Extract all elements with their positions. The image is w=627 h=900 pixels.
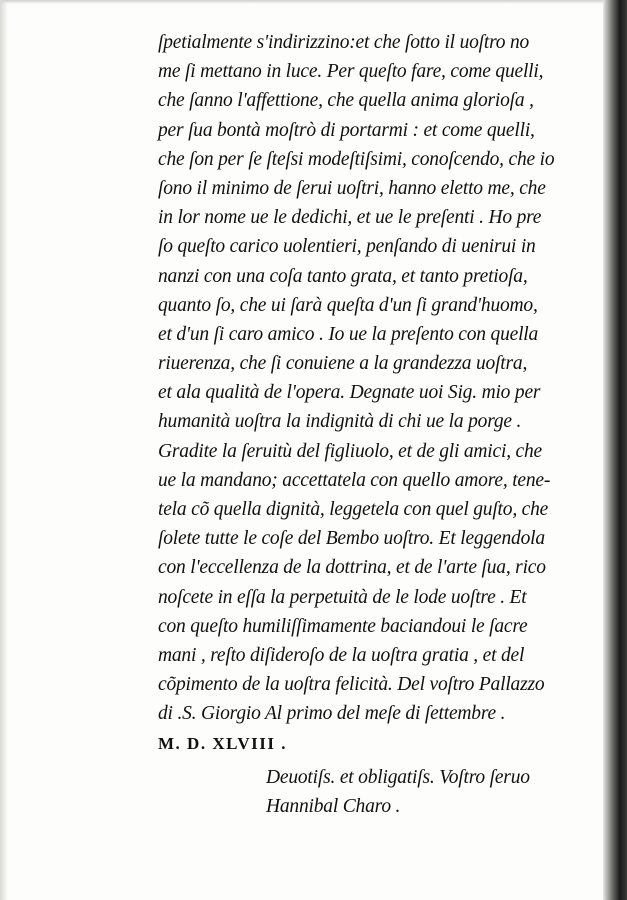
- text-line: ſpetialmente s'indirizzino:et che ſotto il uoſtro no: [158, 32, 530, 53]
- text-line: ue la mandano; accettatela con quello amore, tene-: [158, 469, 551, 491]
- text-line: in lor nome ue le dedichi, et ue le preſenti . Ho pre: [158, 207, 542, 229]
- text-line: humanità uoſtra la indignità di chi ue la porge .: [158, 411, 522, 433]
- book-spine-shadow: [603, 0, 627, 900]
- text-line: con l'eccellenza de la dottrina, et de l'arte ſua, rico: [158, 557, 546, 579]
- date-line: M. D. XLVIII .: [158, 733, 288, 753]
- text-line: ſono il minimo de ſerui uoſtri, hanno eletto me, che: [158, 177, 546, 199]
- text-line: me ſi mettano in luce. Per queſto fare, come quelli,: [158, 61, 544, 83]
- text-line: ſolete tutte le coſe del Bembo uoſtro. Et leggendola: [158, 528, 545, 550]
- text-line: nanzi con una coſa tanto grata, et tanto pretioſa,: [158, 265, 528, 287]
- text-line: che ſon per ſe ſteſsi modeſtiſsimi, conoſcendo, che io: [158, 148, 555, 170]
- signature-name: Hannibal Charo .: [266, 796, 401, 817]
- text-line: quanto ſo, che ui ſarà queſta d'un ſi grand'huomo,: [158, 294, 538, 316]
- signature-salutation: Deuotiſs. et obligatiſs. Voſtro ſeruo: [266, 767, 530, 788]
- signature-block: [266, 763, 566, 821]
- page-left-shadow: [0, 0, 8, 900]
- text-line: mani , reſto diſideroſo de la uoſtra gratia , et del: [158, 644, 525, 666]
- text-line: tela cõ quella dignità, leggetela con quel guſto, che: [158, 499, 549, 520]
- page-top-shadow: [0, 0, 627, 4]
- dedication-text: [158, 28, 555, 758]
- text-line: con queſto humiliſſimamente baciandoui le ſacre: [158, 615, 528, 637]
- text-line: et ala qualità de l'opera. Degnate uoi Sig. mio per: [158, 382, 541, 404]
- text-line: ſo queſto carico uolentieri, penſando di uenirui in: [158, 236, 536, 258]
- text-line: per ſua bontà moſtrò di portarmi : et come quelli,: [158, 119, 535, 141]
- text-line: Gradite la ſeruitù del figliuolo, et de gli amici, che: [158, 440, 543, 462]
- text-line: et d'un ſi caro amico . Io ue la preſento con quella: [158, 323, 539, 345]
- text-line: riuerenza, che ſi conuiene a la grandezza uoſtra,: [158, 353, 528, 375]
- text-line: noſcete in eſſa la perpetuità de le lode uoſtre . Et: [158, 586, 527, 608]
- text-line: cõpimento de la uoſtra felicità. Del voſtro Pallazzo: [158, 674, 545, 696]
- text-line: di .S. Giorgio Al primo del meſe di ſettembre .: [158, 703, 506, 725]
- text-line: che ſanno l'affettione, che quella anima glorioſa ,: [158, 90, 534, 112]
